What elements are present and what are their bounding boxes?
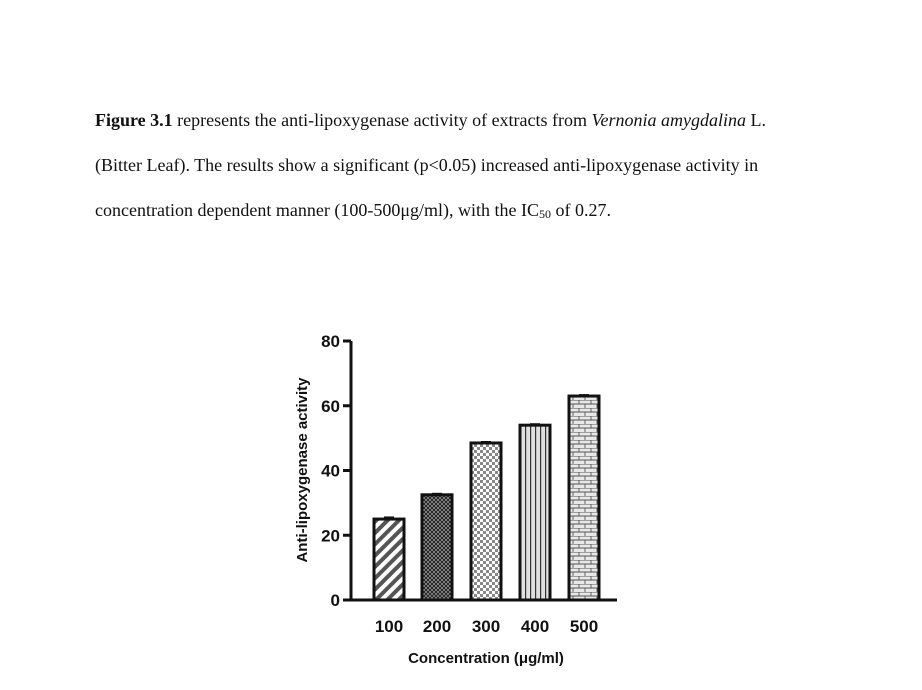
y-tick-label: 40 xyxy=(321,461,340,481)
x-tick-label: 200 xyxy=(422,617,452,636)
caption-text-3b: of 0.27. xyxy=(551,200,612,220)
x-tick-label: 100 xyxy=(374,617,404,636)
bars xyxy=(374,395,599,600)
bar-500 xyxy=(569,396,599,600)
x-tick-label: 300 xyxy=(471,617,501,636)
y-tick-label: 0 xyxy=(330,591,340,610)
x-tick-label: 500 xyxy=(569,617,599,636)
figure-reference: Figure 3.1 xyxy=(95,110,173,130)
caption-text-3a: concentration dependent manner (100-500μg/ml), with the IC xyxy=(95,200,540,220)
bar-300 xyxy=(471,443,501,600)
caption-text-1b: L. xyxy=(746,110,767,130)
ic-subscript: 50 xyxy=(539,207,552,221)
y-tick-label: 20 xyxy=(321,526,340,546)
y-axis-title: Anti-lipoxygenase activity xyxy=(294,377,311,563)
bar-100 xyxy=(374,519,404,600)
species-name: Vernonia amygdalina xyxy=(591,110,747,130)
x-axis-title: Concentration (μg/ml) xyxy=(408,650,564,667)
y-tick-label: 60 xyxy=(321,396,340,416)
bar-200 xyxy=(422,495,452,600)
caption-line-2: (Bitter Leaf). The results show a significant (p<0.05) increased anti-lipoxygenase activity in xyxy=(95,155,759,175)
caption-text-1a: represents the anti-lipoxygenase activity of extracts from xyxy=(172,110,592,130)
bar-400 xyxy=(520,425,550,600)
y-tick-label: 80 xyxy=(321,332,340,351)
x-tick-label: 400 xyxy=(520,617,550,636)
